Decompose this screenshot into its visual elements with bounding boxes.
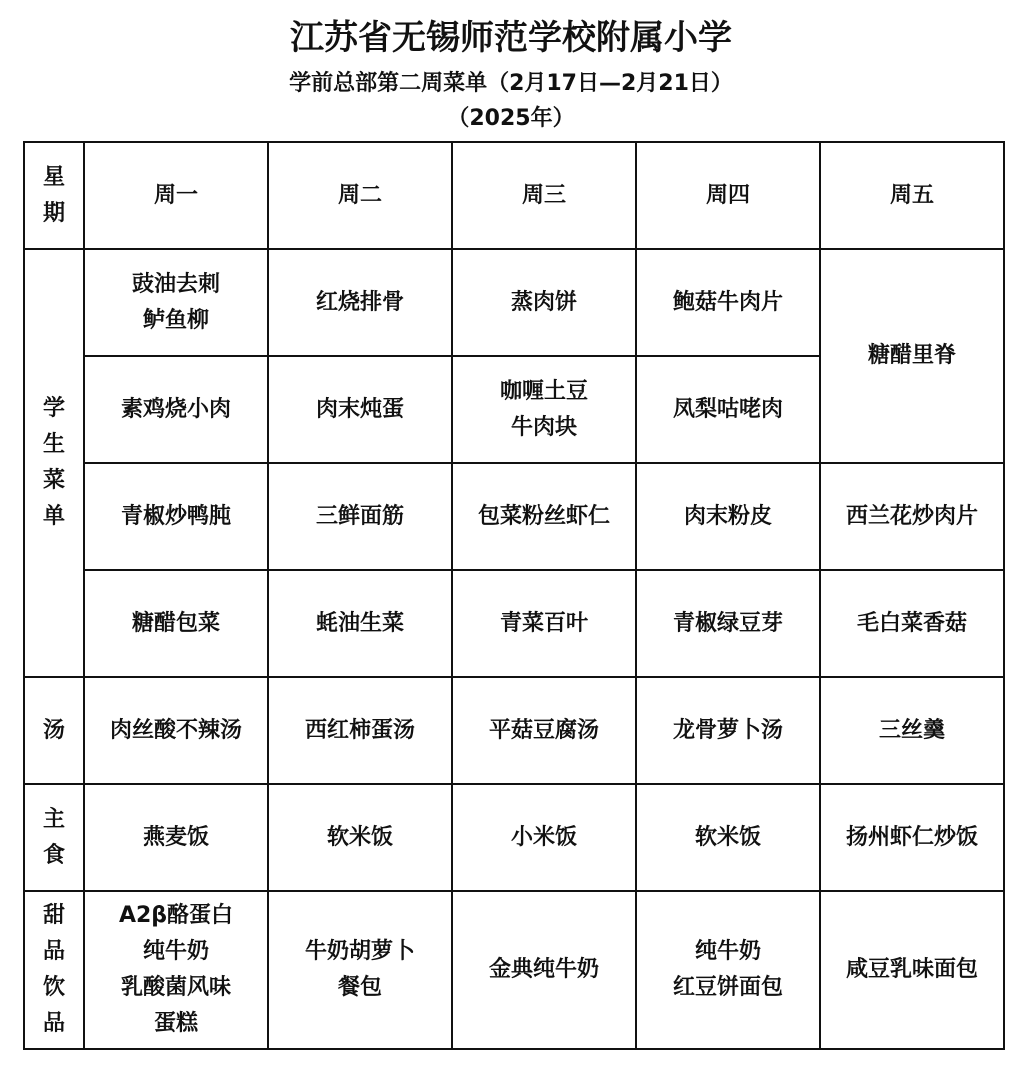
dish-line: 凤梨咕咾肉	[672, 396, 783, 422]
day-header-fri: 周五	[820, 142, 1004, 249]
student-menu-row-3	[24, 463, 1004, 570]
label-char: 品	[42, 1011, 65, 1036]
page-year: （2025年）	[447, 106, 575, 131]
menu-cell-fri-main: 糖醋里脊	[820, 249, 1004, 463]
label-char: 甜	[42, 903, 65, 928]
staple-label	[24, 784, 84, 891]
menu-cell: 毛白菜香菇	[820, 570, 1004, 677]
staple-row	[24, 784, 1004, 891]
staple-cell: 扬州虾仁炒饭	[820, 784, 1004, 891]
menu-cell: 三鲜面筋	[268, 463, 452, 570]
dessert-line: 蛋糕	[153, 1011, 198, 1036]
menu-cell	[84, 356, 268, 463]
dish-line: 肉末炖蛋	[315, 396, 404, 422]
soup-cell: 肉丝酸不辣汤	[84, 677, 268, 784]
dish-line: 牛肉块	[510, 414, 577, 440]
staple-cell: 燕麦饭	[84, 784, 268, 891]
student-menu-row-1	[24, 249, 1004, 356]
label-char: 菜	[42, 468, 65, 493]
dessert-cell	[268, 891, 452, 1049]
label-char: 生	[42, 432, 65, 457]
menu-cell	[268, 249, 452, 356]
dessert-line: A2β酪蛋白	[118, 903, 234, 928]
menu-cell: 青菜百叶	[452, 570, 636, 677]
menu-cell	[268, 356, 452, 463]
label-char: 饮	[42, 975, 65, 1000]
dessert-label	[24, 891, 84, 1049]
staple-cell: 小米饭	[452, 784, 636, 891]
student-menu-label	[24, 249, 84, 677]
label-char: 星	[42, 164, 65, 190]
menu-cell	[636, 356, 820, 463]
dessert-line: 金典纯牛奶	[488, 957, 599, 982]
dish-line: 鲈鱼柳	[142, 307, 209, 333]
menu-cell: 糖醋包菜	[84, 570, 268, 677]
dessert-line: 牛奶胡萝卜	[304, 939, 415, 964]
dessert-cell	[636, 891, 820, 1049]
dessert-line: 纯牛奶	[694, 939, 761, 964]
label-char: 主	[42, 806, 65, 832]
menu-cell: 蚝油生菜	[268, 570, 452, 677]
dessert-row	[24, 891, 1004, 1049]
day-header-mon: 周一	[84, 142, 268, 249]
dessert-cell	[84, 891, 268, 1049]
dessert-line: 纯牛奶	[142, 939, 209, 964]
menu-cell	[636, 249, 820, 356]
soup-row	[24, 677, 1004, 784]
dessert-line: 乳酸菌风味	[120, 975, 231, 1000]
menu-cell: 肉末粉皮	[636, 463, 820, 570]
label-char: 学	[42, 396, 65, 421]
menu-cell: 青椒炒鸭肫	[84, 463, 268, 570]
header-row	[24, 142, 1004, 249]
dessert-cell	[452, 891, 636, 1049]
day-header-wed: 周三	[452, 142, 636, 249]
staple-cell: 软米饭	[636, 784, 820, 891]
menu-cell	[452, 249, 636, 356]
menu-cell	[84, 249, 268, 356]
student-menu-row-4	[24, 570, 1004, 677]
dessert-line: 餐包	[337, 975, 382, 1000]
dessert-cell	[820, 891, 1004, 1049]
dish-line: 豉油去刺	[131, 271, 220, 297]
menu-table	[23, 141, 1005, 1050]
menu-cell: 包菜粉丝虾仁	[452, 463, 636, 570]
dish-line: 鲍菇牛肉片	[672, 289, 783, 315]
label-char: 品	[42, 939, 65, 964]
page-subtitle: 学前总部第二周菜单（2月17日—2月21日）	[289, 71, 733, 96]
soup-cell: 三丝羹	[820, 677, 1004, 784]
menu-cell: 青椒绿豆芽	[636, 570, 820, 677]
dish-line: 素鸡烧小肉	[120, 396, 231, 422]
dessert-line: 咸豆乳味面包	[845, 957, 978, 982]
label-char: 食	[42, 842, 65, 868]
soup-label: 汤	[24, 677, 84, 784]
page-title: 江苏省无锡师范学校附属小学	[290, 18, 732, 58]
soup-cell: 龙骨萝卜汤	[636, 677, 820, 784]
staple-cell: 软米饭	[268, 784, 452, 891]
label-char: 单	[42, 504, 65, 529]
dessert-line: 红豆饼面包	[672, 975, 783, 1000]
dish-line: 蒸肉饼	[510, 289, 577, 315]
soup-cell: 平菇豆腐汤	[452, 677, 636, 784]
weekday-corner-label	[24, 142, 84, 249]
soup-cell: 西红柿蛋汤	[268, 677, 452, 784]
menu-cell	[452, 356, 636, 463]
day-header-tue: 周二	[268, 142, 452, 249]
dish-line: 红烧排骨	[315, 289, 404, 315]
dish-line: 咖喱土豆	[499, 378, 588, 404]
day-header-thu: 周四	[636, 142, 820, 249]
label-char: 期	[42, 200, 65, 226]
menu-cell: 西兰花炒肉片	[820, 463, 1004, 570]
